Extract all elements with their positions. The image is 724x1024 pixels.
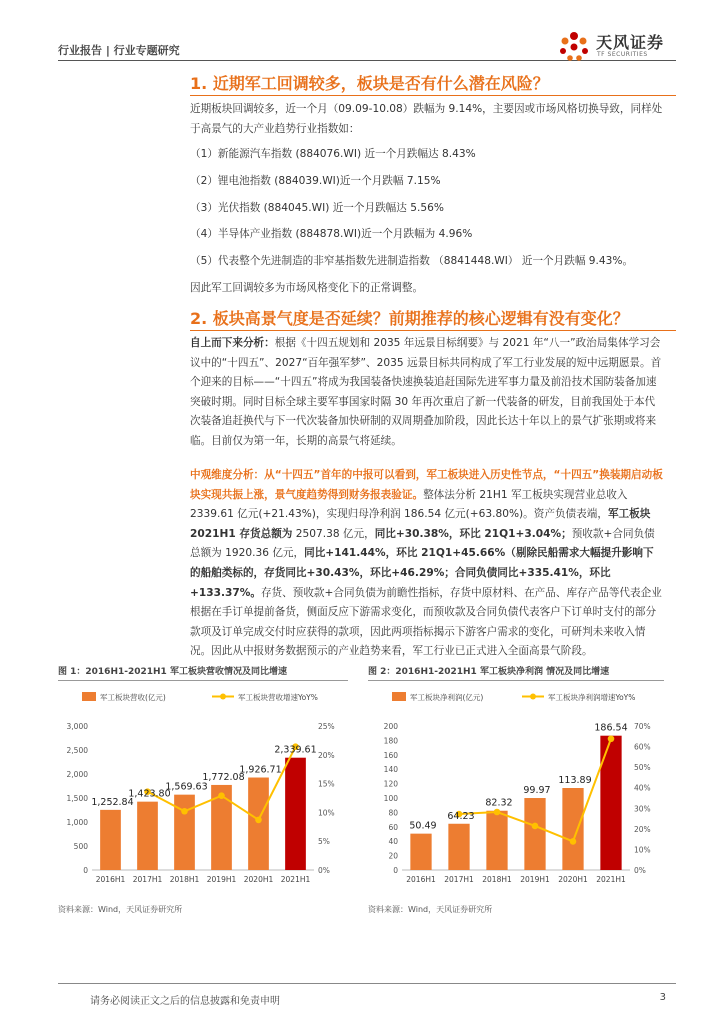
figure-1-rule: [58, 680, 348, 681]
p2-f: 同比+141.44%，环比 21Q1+45.66%（剔除民船需求大幅提升影响下的船舶类标的，存货同比+30.43%，环比+46.29%；合同负债同比+335.41%，环比+133.37%。: [190, 547, 654, 599]
bar: [248, 778, 269, 870]
x-tick-label: 2021H1: [280, 875, 311, 884]
y2-tick-label: 10%: [634, 845, 651, 855]
y-tick-label: 180: [383, 736, 398, 746]
y2-tick-label: 0%: [318, 866, 330, 875]
x-tick-label: 2017H1: [132, 875, 163, 884]
growth-point: [181, 808, 188, 815]
y-tick-label: 120: [383, 779, 398, 789]
bar-data-label: 113.89: [558, 774, 592, 786]
figure-2-source: 资料来源：Wind，天风证券研究所: [368, 905, 493, 914]
p2-b: 军工板块 2021H1 存货总额为: [190, 508, 651, 540]
legend-bar-swatch: [392, 692, 406, 701]
legend-line-marker: [220, 694, 226, 700]
p2-lead: 中观维度分析：从“十四五”首年的中报可以看到，军工板块进入历史性节点，“十四五”换装期启动板块实现共振上涨，景气度趋势得到财务报表验证。: [190, 469, 663, 501]
bar: [174, 795, 195, 870]
bar-data-label: 50.49: [409, 820, 437, 832]
y2-tick-label: 5%: [318, 837, 330, 847]
figure-1-chart: [58, 684, 348, 894]
y2-tick-label: 10%: [318, 808, 335, 818]
legend-bar-label: 军工板块净利润(亿元): [410, 693, 484, 702]
y-tick-label: 2,500: [66, 746, 88, 755]
x-tick-label: 2019H1: [206, 875, 237, 884]
y2-tick-label: 60%: [634, 742, 651, 752]
bar: [410, 834, 431, 870]
y-tick-label: 2,000: [66, 770, 88, 779]
bar-data-label: 64.23: [447, 810, 475, 822]
logo-name-en: TF SECURITIES: [597, 51, 648, 58]
p2-g: 存货、预收款+合同负债为前瞻性指标，存货中原材料、在产品、库存产品等代表企业根据在手订单提前备货，侧面反应下游需求变化，而预收款及合同负债代表客户下订单时支付的部分款项及订单完成交付时应获得的款项，因此两项指标揭示下游客户需求的变化，可研判未来收入情况。因此从中报财务数据预示的产业趋势来看，军工行业已正式进入全面高景气阶段。: [190, 586, 662, 658]
section-2-underline: [190, 330, 676, 331]
logo-icon: [556, 28, 592, 64]
legend-line-label: 军工板块净利润增速YoY%: [548, 693, 636, 702]
bar-data-label: 1,252.84: [91, 796, 134, 808]
report-header: 行业报告 | 行业专题研究: [58, 44, 180, 57]
y-tick-label: 20: [388, 851, 398, 861]
y-tick-label: 3,000: [66, 722, 88, 731]
index-item-1: （1）新能源汽车指数 (884076.WI) 近一个月跌幅达 8.43%: [190, 148, 476, 160]
index-item-3: （3）光伏指数 (884045.WI) 近一个月跌幅达 5.56%: [190, 202, 444, 214]
y-tick-label: 160: [383, 750, 398, 760]
x-tick-label: 2021H1: [596, 875, 626, 884]
y2-tick-label: 15%: [318, 779, 335, 789]
y-tick-label: 1,500: [66, 794, 88, 803]
company-logo: [556, 26, 674, 66]
bar: [562, 788, 583, 870]
index-item-4: （4）半导体产业指数 (884878.WI)近一个月跌幅为 4.96%: [190, 228, 473, 240]
p1-body: 根据《十四五规划和 2035 年远景目标纲要》与 2021 年“八一”政治局集体学习会议中的“十四五”、2027“百年强军梦”、2035 远景目标共同构成了军工行业发展的短中远期愿景。首个迎来的目标——“十四五”将成为我国装备快速换装追赶国际先进军事力量及前沿技术国防装备加速突破时期。同时目标全球主要军事国家时隔 30 年再次重启了新一代装备的研发，目前我国处于本代次装备追赶换代与下一代次装备加快研制的双周期叠加阶段，因此长达十年以上的景气扩张期或将来临。目前仅为第一年，长期的高景气将延续。: [190, 337, 662, 447]
y2-tick-label: 50%: [634, 763, 651, 773]
bar: [486, 811, 507, 870]
bar: [285, 758, 306, 870]
p2-e: 预收款+合同负债总额为 1920.36 亿元，: [190, 527, 655, 560]
y2-tick-label: 70%: [634, 722, 651, 731]
bar: [137, 802, 158, 870]
figure-2-rule: [368, 680, 664, 681]
y-tick-label: 100: [383, 794, 398, 803]
legend-line-label: 军工板块营收增速YoY%: [238, 693, 318, 702]
bar: [600, 736, 621, 870]
section-1-title: 1. 近期军工回调较多，板块是否有什么潜在风险？: [190, 74, 549, 93]
section-2-paragraph-2: [190, 466, 664, 662]
bar: [524, 798, 545, 870]
bar-data-label: 99.97: [523, 785, 551, 797]
growth-point: [255, 817, 262, 824]
figure-2-chart: [368, 684, 664, 894]
figure-2-title: 图 2：2016H1-2021H1 军工板块净利润 情况及同比增速: [368, 667, 610, 677]
bar-data-label: 82.32: [485, 797, 513, 809]
bar-data-label: 2,339.61: [274, 744, 317, 756]
growth-point: [570, 838, 577, 845]
bar-data-label: 1,772.08: [202, 771, 245, 783]
x-tick-label: 2019H1: [520, 875, 550, 884]
figure-1-title: 图 1：2016H1-2021H1 军工板块营收情况及同比增速: [58, 667, 287, 677]
figure-1-source: 资料来源：Wind，天风证券研究所: [58, 905, 183, 914]
footer-divider: [58, 983, 676, 984]
x-tick-label: 2020H1: [243, 875, 274, 884]
growth-point: [608, 735, 615, 742]
legend-line-marker: [530, 694, 536, 700]
p2-a: 整体法分析 21H1 军工板块实现营业总收入 2339.61 亿元(+21.43%)，实现归母净利润 186.54 亿元(+63.80%)。资产负债表端，: [190, 488, 628, 521]
y-tick-label: 200: [383, 722, 398, 731]
section-1-intro: 近期板块回调较多，近一个月（09.09-10.08）跌幅为 9.14%，主要因或市场风格切换导致，同样处于高景气的大产业趋势行业指数如：: [190, 103, 663, 135]
bar: [448, 824, 469, 870]
legend-bar-label: 军工板块营收(亿元): [100, 693, 166, 702]
p2-c: 2507.38 亿元，: [292, 527, 375, 540]
bar-data-label: 1,569.63: [165, 781, 208, 793]
x-tick-label: 2018H1: [482, 875, 512, 884]
x-tick-label: 2016H1: [95, 875, 126, 884]
x-tick-label: 2018H1: [169, 875, 200, 884]
y-tick-label: 80: [388, 808, 398, 818]
y-tick-label: 500: [73, 842, 88, 851]
p2-d: 同比+30.38%，环比 21Q1+3.04%；: [374, 527, 572, 540]
section-2-paragraph-1: [190, 334, 664, 452]
y2-tick-label: 20%: [634, 824, 651, 834]
logo-name-cn: 天风证券: [596, 33, 665, 52]
y-tick-label: 1,000: [66, 818, 88, 827]
x-tick-label: 2016H1: [406, 875, 436, 884]
section-1-underline: [190, 95, 676, 96]
page-number: 3: [659, 992, 666, 1003]
bar-data-label: 186.54: [594, 722, 628, 734]
y-tick-label: 0: [393, 866, 398, 875]
y-tick-label: 40: [388, 837, 398, 847]
index-item-2: （2）锂电池指数 (884039.WI)近一个月跌幅 7.15%: [190, 175, 441, 187]
section-2-title: 2. 板块高景气度是否延续？前期推荐的核心逻辑有没有变化？: [190, 309, 629, 328]
legend-bar-swatch: [82, 692, 96, 701]
y2-tick-label: 0%: [634, 866, 646, 875]
section-1-conclusion: 因此军工回调较多为市场风格变化下的正常调整。: [190, 282, 424, 294]
index-item-5: （5）代表整个先进制造的非窄基指数先进制造指数 （8841448.WI） 近一个月跌幅 9.43%。: [190, 255, 634, 267]
y2-tick-label: 25%: [318, 722, 335, 731]
x-tick-label: 2020H1: [558, 875, 588, 884]
bar: [100, 810, 121, 870]
y-tick-label: 60: [388, 822, 398, 832]
y2-tick-label: 20%: [318, 750, 335, 760]
y-tick-label: 0: [83, 866, 88, 875]
x-tick-label: 2017H1: [444, 875, 474, 884]
growth-point: [218, 792, 225, 799]
y2-tick-label: 40%: [634, 783, 651, 793]
bar-data-label: 1,926.71: [239, 764, 282, 776]
growth-point: [532, 823, 539, 830]
footer-disclaimer: 请务必阅读正文之后的信息披露和免责申明: [90, 996, 280, 1007]
y2-tick-label: 30%: [634, 804, 651, 814]
y-tick-label: 140: [383, 765, 398, 775]
p1-lead: 自上而下来分析：: [190, 337, 275, 349]
bar-data-label: 1,423.80: [128, 788, 171, 800]
growth-point: [494, 809, 501, 816]
